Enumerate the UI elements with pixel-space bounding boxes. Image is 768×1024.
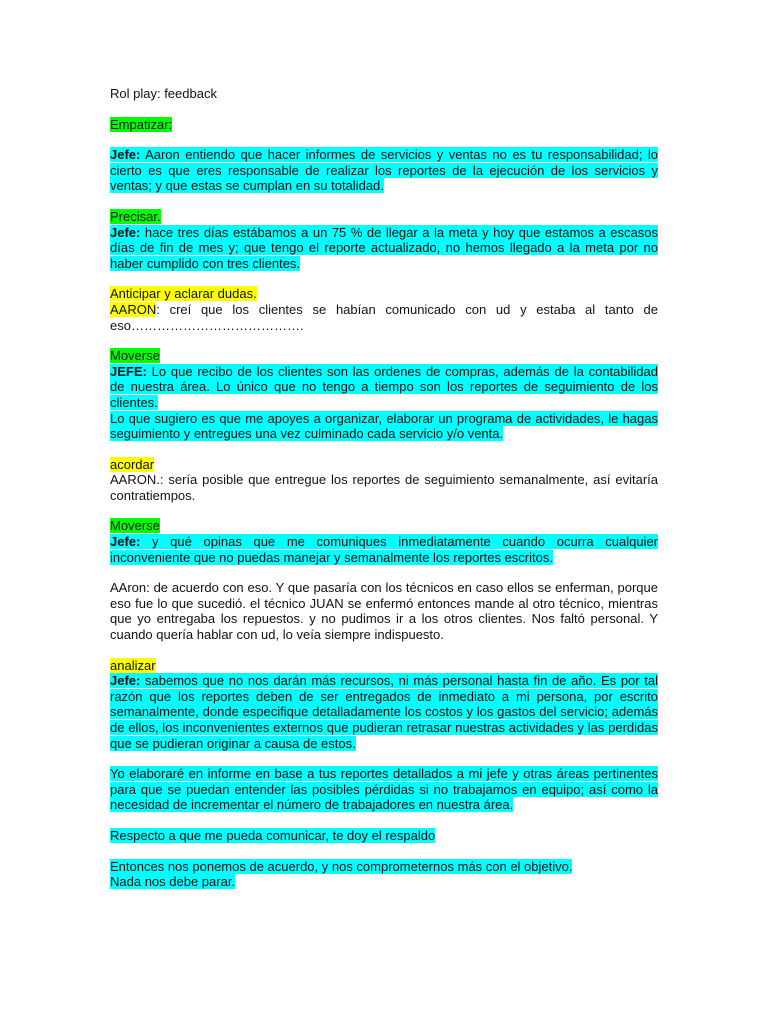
section-moverse-2 bbox=[110, 518, 658, 565]
section-cierre bbox=[110, 859, 658, 890]
speaker-label: Jefe: bbox=[110, 147, 141, 163]
paragraph-precisar bbox=[110, 225, 658, 272]
paragraph-moverse-1 bbox=[110, 364, 658, 411]
dialogue-text: Entonces nos ponemos de acuerdo, y nos comprometernos más con el objetivo. bbox=[110, 858, 573, 874]
heading-acordar: acordar bbox=[110, 456, 155, 472]
paragraph-analizar bbox=[110, 673, 658, 751]
section-moverse-1 bbox=[110, 348, 658, 442]
paragraph-aaron-reply: AAron: de acuerdo con eso. Y que pasaría con los técnicos en caso ellos se enferman, porque eso fue lo que sucedió. el técnico JUAN se enfermó entonces mande al otro técnico, mientras que yo entregaba los repuestos. y no pudimos ir a los otros clientes. Nos faltó personal. Y cuando quería hablar con ud, lo veía siempre indispuesto. bbox=[110, 580, 658, 643]
paragraph-elaborare bbox=[110, 766, 658, 813]
dialogue-text: : creí que los clientes se habían comunicado con ud y estaba al tanto de eso…………………………………. bbox=[110, 301, 658, 333]
paragraph-cierre-b bbox=[110, 874, 658, 890]
section-respaldo bbox=[110, 828, 658, 844]
section-empatizar bbox=[110, 117, 658, 194]
paragraph-moverse-2 bbox=[110, 534, 658, 565]
section-elaborare bbox=[110, 766, 658, 813]
heading-moverse: Moverse bbox=[110, 348, 160, 364]
paragraph-anticipar bbox=[110, 302, 658, 333]
dialogue-text: Nada nos debe parar. bbox=[110, 874, 236, 890]
dialogue-text: Yo elaboraré en informe en base a tus reportes detallados a mi jefe y otras áreas pertinentes para que se puedan entender las posibles pérdidas si no trabajamos en equipo; así como la necesidad de incrementar el número de trabajadores en nuestra área. bbox=[110, 766, 658, 813]
paragraph-moverse-1b bbox=[110, 411, 658, 442]
document-title: Rol play: feedback bbox=[110, 86, 217, 101]
speaker-label: Jefe: bbox=[110, 673, 141, 689]
speaker-label: Jefe: bbox=[110, 534, 141, 550]
heading-moverse: Moverse bbox=[110, 518, 160, 534]
dialogue-text: Respecto a que me pueda comunicar, te doy el respaldo bbox=[110, 827, 436, 843]
section-anticipar bbox=[110, 286, 658, 333]
section-acordar bbox=[110, 457, 658, 504]
paragraph-cierre bbox=[110, 859, 658, 875]
heading-anticipar: Anticipar y aclarar dudas. bbox=[110, 286, 257, 302]
dialogue-text: Lo que sugiero es que me apoyes a organizar, elaborar un programa de actividades, le hagas seguimiento y entregues una vez culminado cada servicio y/o venta. bbox=[110, 410, 658, 442]
paragraph-empatizar bbox=[110, 147, 658, 194]
dialogue-text: hace tres días estábamos a un 75 % de llegar a la meta y hoy que estamos a escasos días de fin de mes y; que tengo el reporte actualizado, no hemos llegado a la meta por no haber cumplido con tres clientes. bbox=[110, 224, 658, 271]
speaker-label: AARON bbox=[110, 301, 157, 317]
paragraph-respaldo bbox=[110, 828, 658, 844]
dialogue-text: sabemos que no nos darán más recursos, ni más personal hasta fin de año. Es por tal razón que los reportes deben de ser entregados de inmediato a mi persona, por escrito semanalmente, donde especifique detalladamente los costos y los gastos del servicio; además de ellos, los inconvenientes externos que pudieran retrasar nuestras actividades y las perdidas que se pudieran originar a causa de estos. bbox=[110, 673, 658, 751]
heading-analizar: analizar bbox=[110, 657, 156, 673]
section-analizar bbox=[110, 658, 658, 752]
heading-precisar: Precisar. bbox=[110, 208, 161, 224]
speaker-label: Jefe: bbox=[110, 224, 141, 240]
speaker-label: JEFE: bbox=[110, 363, 147, 379]
dialogue-text: y qué opinas que me comuniques inmediatamente cuando ocurra cualquier inconveniente que no puedas manejar y semanalmente los reportes escritos. bbox=[110, 534, 658, 565]
section-aaron-reply bbox=[110, 580, 658, 642]
heading-empatizar: Empatizar: bbox=[110, 116, 173, 132]
paragraph-acordar: AARON.: sería posible que entregue los reportes de seguimiento semanalmente, así evitaría contratiempos. bbox=[110, 472, 658, 503]
dialogue-text: Lo que recibo de los clientes son las ordenes de compras, además de la contabilidad de nuestra área. Lo único que no tengo a tiempo son los reportes de seguimiento de los clientes. bbox=[110, 363, 658, 410]
dialogue-text: Aaron entiendo que hacer informes de servicios y ventas no es tu responsabilidad; lo cierto es que eres responsable de realizar los reportes de la ejecución de los servicios y ventas; y que estas se cumplan en su totalidad. bbox=[110, 147, 658, 194]
section-precisar bbox=[110, 209, 658, 271]
